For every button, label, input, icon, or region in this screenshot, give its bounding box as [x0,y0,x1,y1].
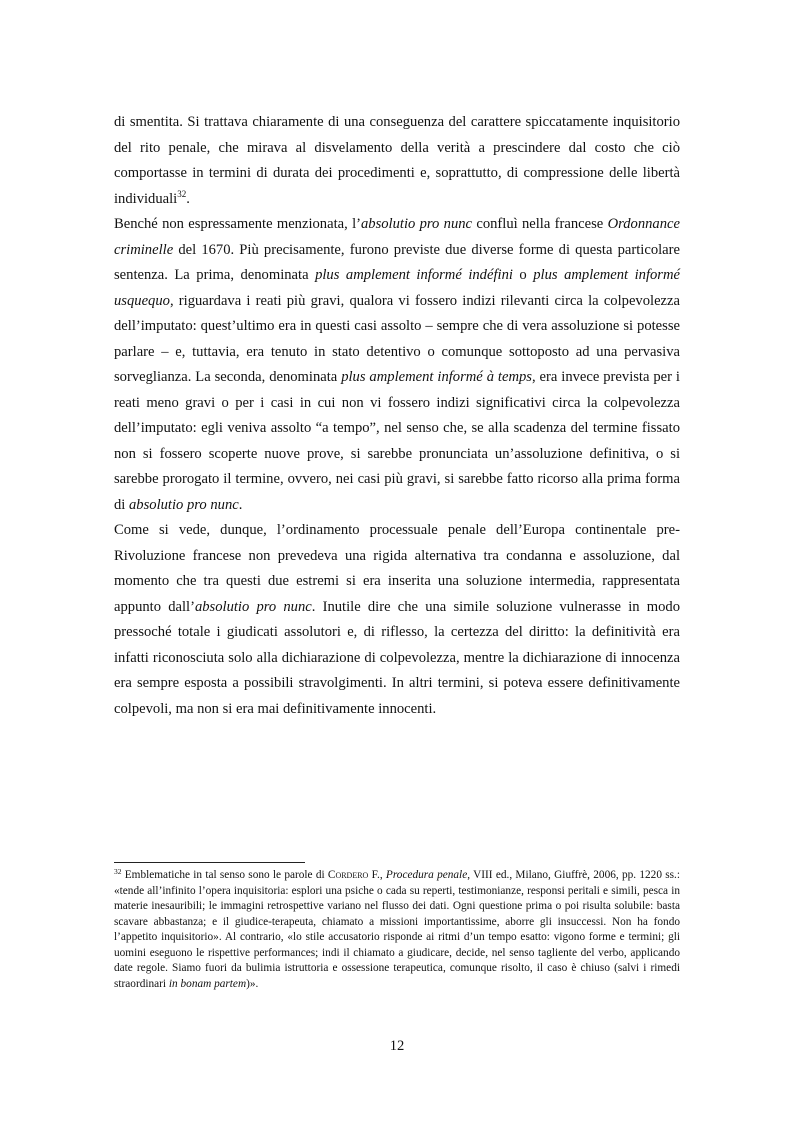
italic-text: absolutio pro nunc [194,598,312,615]
text-run: del 1670. Più precisamente, furono previste due diverse forme di questa particolare sentenza. La prima, denominata [114,241,680,283]
page-number: 12 [389,1038,405,1054]
footnote-reference: 32 [114,867,122,876]
text-run: o [512,267,534,283]
italic-text: absolutio pro nunc [129,496,239,513]
italic-text: plus amplement informé à temps [341,369,532,385]
text-run: Benché non espressamente menzionata, l’ [114,216,361,232]
paragraph-3 [114,518,680,722]
text-run: . Inutile dire che una simile soluzione vulnerasse in modo pressoché totale i giudicati assolutori e, di riflesso, la certezza del diritto: la definitività era infatti riconosciuta solo alla dichiarazione di colpevolezza, mentre la dichiarazione di innocenza era sempre esposta a possibili stravolgimenti. In altri termini, si poteva essere definitivamente colpevoli, ma non si era mai definitivamente innocenti. [114,598,680,717]
text-run: , VIII ed., Milano, Giuffrè, 2006, pp. 1220 ss.: «tende all’infinito l’opera inquisitoria: esplori una psiche o cada su reperti, testimonianze, responsi peritali e simili, pesca in materie inesauribili; le immagini retrospettive variano nel flusso dei dati. Ogni questione prima o poi risulta solubile: basta scavare abbastanza; e il giudice-terapeuta, chiamato a missioni importantissime, aborre gli insuccessi. Non ha fondo l’appetito inquisitorio». Al contrario, «lo stile accusatorio risponde ai ritmi d’un tempo esatto: vigono forme e termini; gli uomini eseguono le rispettive performances; indi il chiamato a giudicare, decide, nel senso tagliente del verbo, applicando date regole. Siamo fuori da bulimia istruttoria e ossessione terapeutica, comunque risolto, il caso è chiuso (salvi i rimedi straordinari [114,869,680,990]
text-run: Come si vede, dunque, l’ordinamento processuale penale dell’Europa continentale pre-Rivoluzione francese non prevedeva una rigida alternativa tra condanna e assoluzione, dal momento che tra questi due estremi si era inserita una soluzione intermedia, rappresentata appunto dall’ [114,522,680,615]
paragraph-2 [114,212,680,518]
italic-text: plus amplement informé usquequo [114,267,681,309]
text-run: di smentita. Si trattava chiaramente di una conseguenza del carattere spiccatamente inquisitorio del rito penale, che mirava al disvelamento della verità a prescindere dal costo che ciò comportasse in termini di durata dei procedimenti e, soprattutto, di compressione delle libertà individuali [114,114,680,207]
paragraph-1 [114,110,680,212]
italic-text: Procedura penale [385,869,468,881]
italic-text: plus amplement informé indéfini [315,267,513,283]
text-run: , era invece prevista per i reati meno gravi o per i casi in cui non vi fossero indizi significativi circa la colpevolezza dell’imputato: egli veniva assolto “a tempo”, nel senso che, se alla scadenza del termine fissato non si fossero scoperte nuove prove, si sarebbe pronunciata un’assoluzione definitiva, o si sarebbe prorogato il termine, ovvero, nei casi più gravi, si sarebbe fatto ricorso alla prima forma di [114,369,680,513]
italic-text: Ordonnance criminelle [114,216,680,258]
italic-text: in bonam partem [168,977,247,990]
text-run: Cordero [327,869,369,881]
text-run: . [186,190,190,207]
body-text [114,110,680,722]
footnote-reference: 32 [177,188,187,199]
text-run: . [238,496,243,513]
footnote-32 [114,868,680,992]
text-run: F., [368,869,386,881]
text-run: confluì nella francese [472,216,608,232]
text-run: )». [246,977,259,990]
footnote-separator [114,862,305,863]
text-run: , riguardava i reati più gravi, qualora vi fossero indizi rilevanti circa la colpevolezza dell’imputato: quest’ultimo era in questi casi assolto – sempre che di vera assoluzione si potesse parlare – e, tuttavia, era tenuto in stato detentivo o comunque sottoposto ad una pervasiva sorveglianza. La seconda, denominata [114,292,680,385]
text-run: Emblematiche in tal senso sono le parole di [121,869,328,881]
italic-text: absolutio pro nunc [360,216,473,232]
